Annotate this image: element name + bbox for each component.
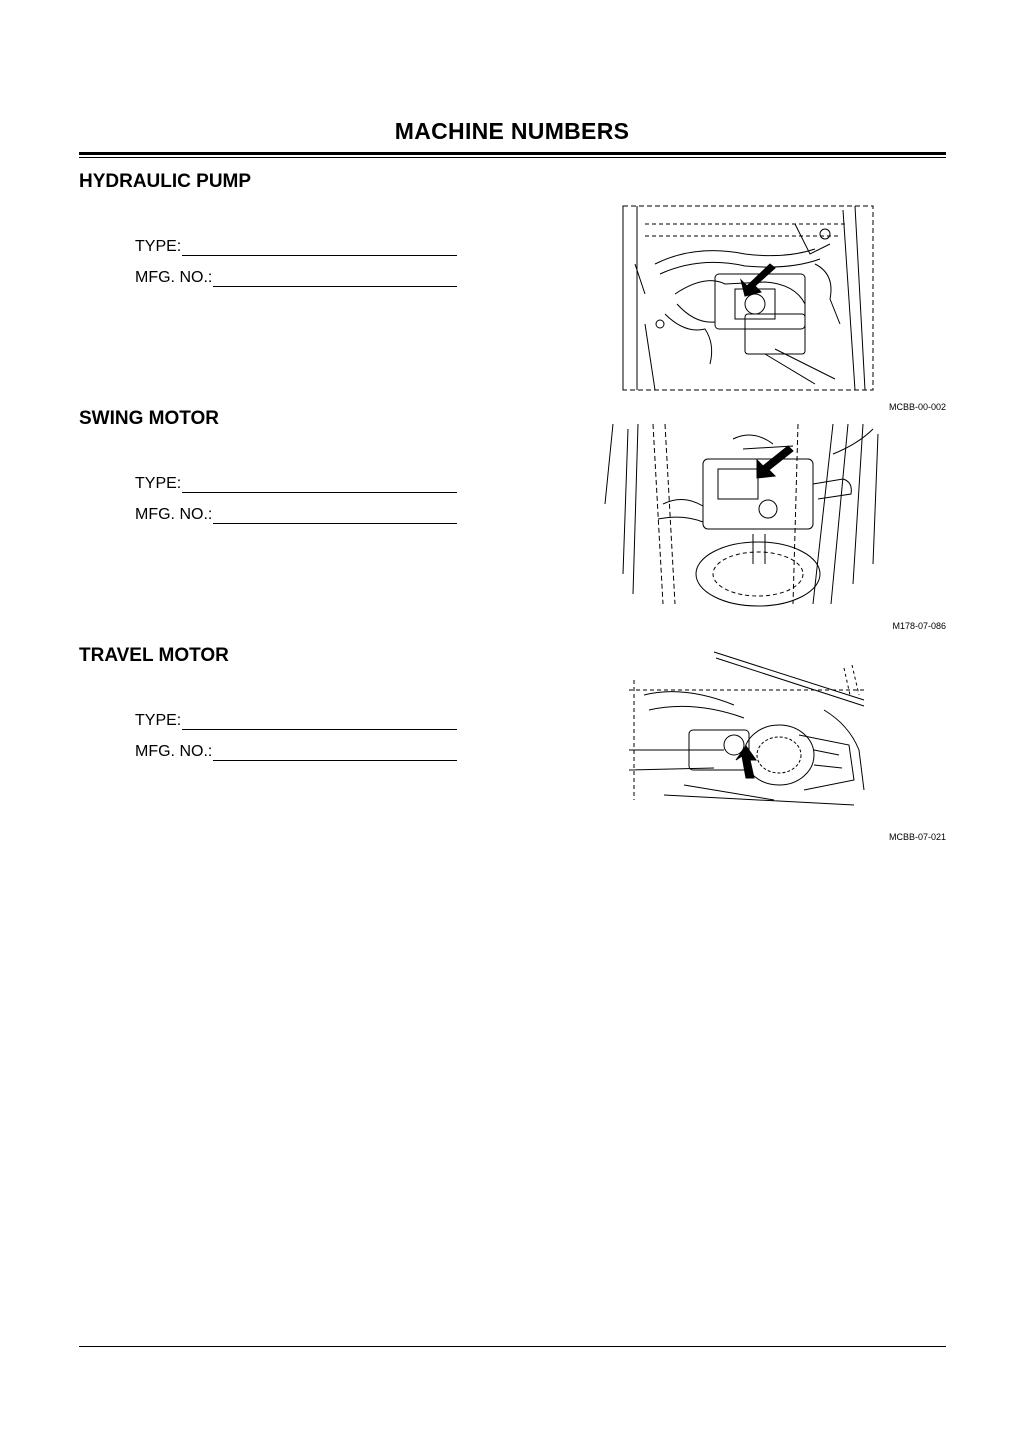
swing-motor-illustration [603,424,888,609]
mfg-no-field-swing-motor[interactable] [135,502,457,524]
travel-motor-illustration [624,650,869,810]
mfg-no-input-line[interactable] [213,505,457,524]
mfg-no-input-line[interactable] [213,742,457,761]
footer-rule [79,1346,946,1347]
mfg-no-field-hydraulic-pump[interactable] [135,265,457,287]
header-rule-thin [79,157,946,158]
mfg-no-label: MFG. NO.: [135,506,213,523]
section-heading-swing-motor: SWING MOTOR [79,408,220,429]
hydraulic-pump-illustration [615,204,880,394]
page-title: MACHINE NUMBERS [394,118,630,144]
mfg-no-input-line[interactable] [213,268,457,287]
type-label: TYPE: [135,238,182,255]
figure-code-hydraulic-pump: MCBB-00-002 [888,402,946,412]
figure-code-travel-motor: MCBB-07-021 [888,832,946,842]
type-field-travel-motor[interactable] [135,708,457,730]
type-input-line[interactable] [182,474,457,493]
type-label: TYPE: [135,712,182,729]
type-input-line[interactable] [182,237,457,256]
section-heading-travel-motor: TRAVEL MOTOR [79,645,229,666]
section-heading-hydraulic-pump: HYDRAULIC PUMP [79,171,252,192]
type-field-swing-motor[interactable] [135,471,457,493]
mfg-no-label: MFG. NO.: [135,743,213,760]
type-label: TYPE: [135,475,182,492]
mfg-no-field-travel-motor[interactable] [135,739,457,761]
mfg-no-label: MFG. NO.: [135,269,213,286]
header-rule-thick [79,152,946,155]
type-field-hydraulic-pump[interactable] [135,234,457,256]
figure-code-swing-motor: M178-07-086 [892,621,946,631]
type-input-line[interactable] [182,711,457,730]
